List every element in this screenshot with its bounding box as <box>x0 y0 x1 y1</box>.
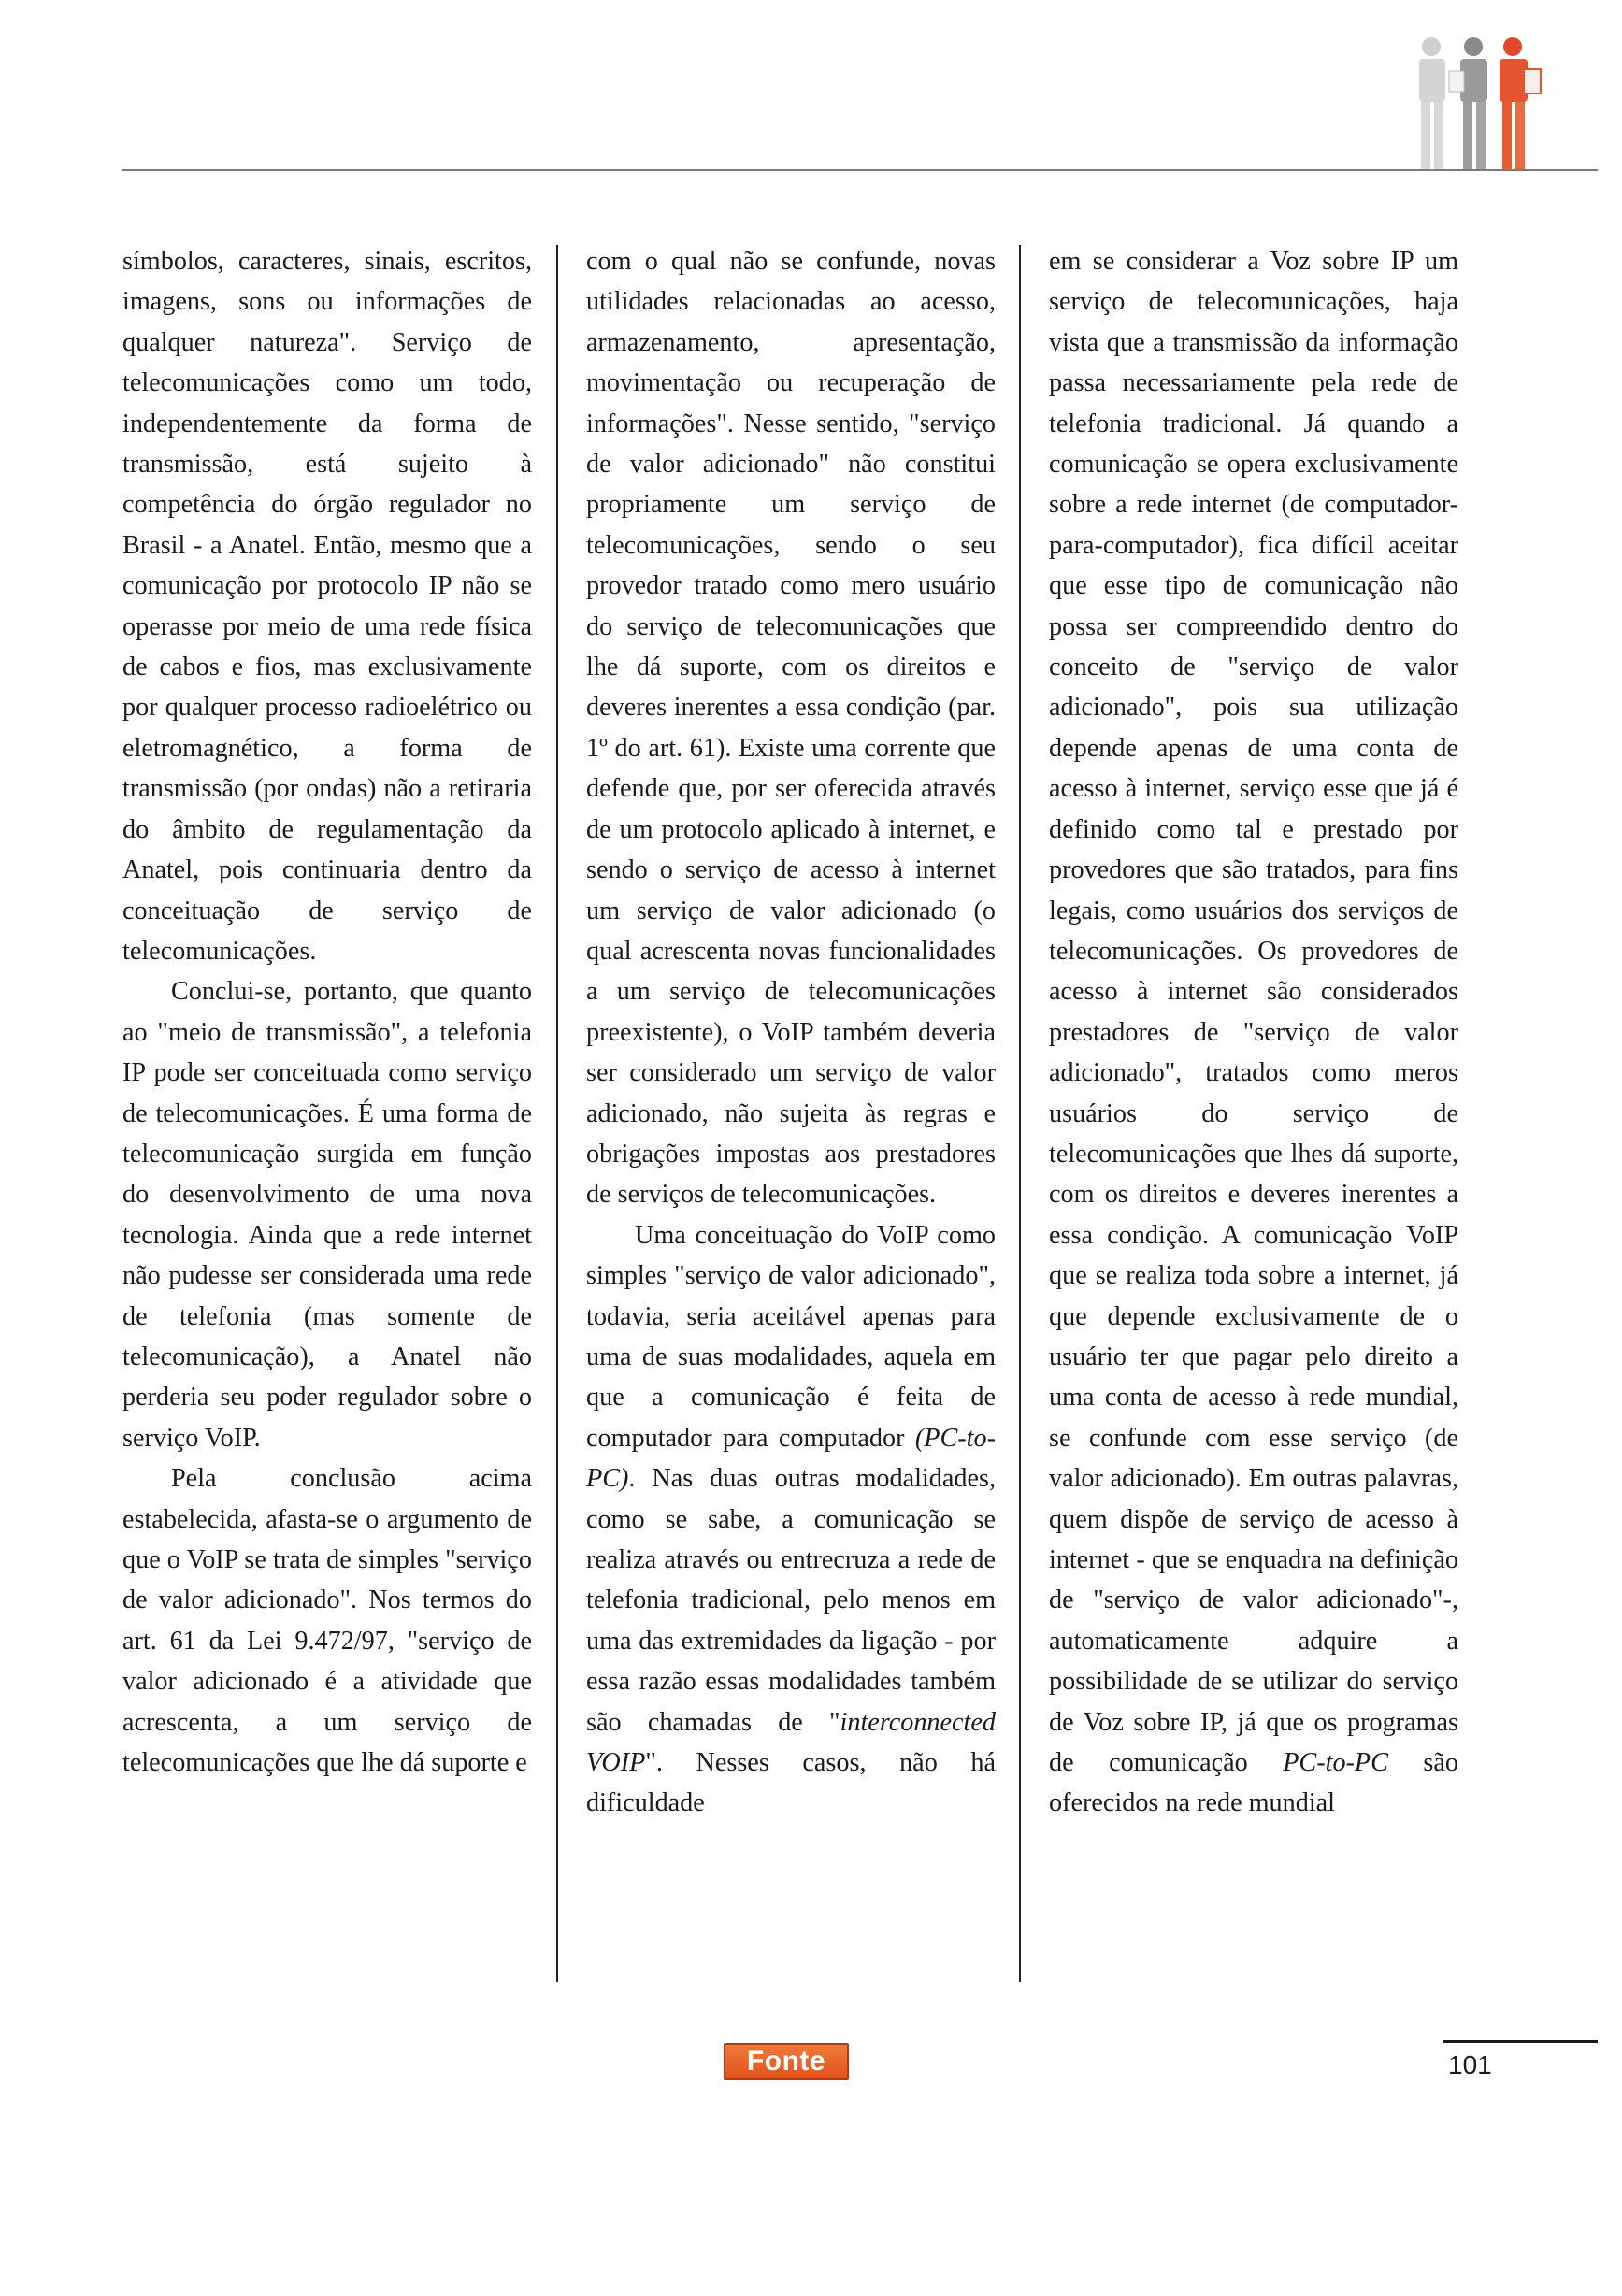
paragraph <box>122 241 532 971</box>
header-divider <box>122 169 1598 171</box>
text-run: com o qual não se confunde, novas utilidades relacionadas ao acesso, armazenamento, apresentação, movimentação ou recuperação de informações". Nesse sentido, "serviço de valor adicionado" não constitui propriamente um serviço de telecomunicações, sendo o seu provedor tratado como mero usuário do serviço de telecomunicações que lhe dá suporte, com os direitos e deveres inerentes a essa condição (par. 1º do art. 61). Existe uma corrente que defende que, por ser oferecida através de um protocolo aplicado à internet, e sendo o serviço de acesso à internet um serviço de valor adicionado (o qual acrescenta novas funcionalidades a um serviço de telecomunicações preexistente), o VoIP também deveria ser considerado um serviço de valor adicionado, não sujeita às regras e obrigações impostas aos prestadores de serviços de telecomunicações. <box>586 247 996 1210</box>
italic-text: interconnected VOIP <box>586 1707 996 1778</box>
text-run: em se considerar a Voz sobre IP um serviço de telecomunicações, haja vista que a transmissão da informação passa necessariamente pela rede de telefonia tradicional. Já quando a comunicação se opera exclusivamente sobre a rede internet (de computador-para-computador), fica difícil aceitar que esse tipo de comunicação não possa ser compreendido dentro do conceito de "serviço de valor adicionado", pois sua utilização depende apenas de uma conta de acesso à internet, serviço esse que já é definido como tal e prestado por provedores que são tratados, para fins legais, como usuários dos serviços de telecomunicações. Os provedores de acesso à internet são considerados prestadores de "serviço de valor adicionado", tratados como meros usuários do serviço de telecomunicações que lhes dá suporte, com os direitos e deveres inerentes a essa condição. A comunicação VoIP que se realiza toda sobre a internet, já que depende exclusivamente de o usuário ter que pagar pelo direito a uma conta de acesso à rede mundial, se confunde com esse serviço (de valor adicionado). Em outras palavras, quem dispõe de serviço de acesso à internet - que se enquadra na definição de "serviço de valor adicionado"-, automaticamente adquire a possibilidade de se utilizar do serviço de Voz sobre IP, já que os programas de comunicação <box>1049 247 1458 1778</box>
text-run: símbolos, caracteres, sinais, escritos, imagens, sons ou informações de qualquer natureza". Serviço de telecomunicações como um todo, independentemente da forma de transmissão, está sujeito à competência do órgão regulador no Brasil - a Anatel. Então, mesmo que a comunicação por protocolo IP não se operasse por meio de uma rede física de cabos e fios, mas exclusivamente por qualquer processo radioelétrico ou eletromagnético, a forma de transmissão (por ondas) não a retiraria do âmbito de regulamentação da Anatel, pois continuaria dentro da conceituação de serviço de telecomunicações. <box>122 247 532 966</box>
text-column-1 <box>122 241 532 1783</box>
text-run: ". Nesses casos, não há dificuldade <box>586 1748 996 1818</box>
brand-logo-text: Fonte <box>746 2045 826 2076</box>
text-run: Pela conclusão acima estabelecida, afasta-se o argumento de que o VoIP se trata de simples "serviço de valor adicionado". Nos termos do art. 61 da Lei 9.472/97, "serviço de valor adicionado é a atividade que acrescenta, a um serviço de telecomunicações que lhe dá suporte e <box>122 1464 532 1778</box>
paragraph <box>586 241 996 1215</box>
brand-logo <box>724 2043 849 2080</box>
text-run: Uma conceituação do VoIP como simples "serviço de valor adicionado", todavia, seria aceitável apenas para uma de suas modalidades, aquela em que a comunicação é feita de computador para computador <box>586 1220 996 1453</box>
paragraph <box>122 1458 532 1783</box>
text-column-3 <box>1049 241 1458 1824</box>
italic-text: PC-to-PC <box>1283 1748 1388 1778</box>
text-column-2 <box>586 241 996 1824</box>
column-divider <box>556 245 558 1982</box>
column-divider <box>1019 245 1021 1982</box>
footer-divider <box>1443 2040 1598 2043</box>
page-number: 101 <box>1448 2050 1492 2079</box>
italic-text: (PC-to-PC) <box>586 1423 996 1494</box>
paragraph <box>586 1215 996 1824</box>
paragraph <box>1049 241 1458 1824</box>
text-run: são oferecidos na rede mundial <box>1049 1748 1459 1818</box>
text-run: Conclui-se, portanto, que quanto ao "meio de transmissão", a telefonia IP pode ser conceituada como serviço de telecomunicações. É uma forma de telecomunicação surgida em função do desenvolvimento de uma nova tecnologia. Ainda que a rede internet não pudesse ser considerada uma rede de telefonia (mas somente de telecomunicação), a Anatel não perderia seu poder regulador sobre o serviço VoIP. <box>122 977 532 1453</box>
paragraph <box>122 971 532 1458</box>
text-run: . Nas duas outras modalidades, como se sabe, a comunicação se realiza através ou entrecruza a rede de telefonia tradicional, pelo menos em uma das extremidades da ligação - por essa razão essas modalidades também são chamadas de " <box>586 1464 996 1737</box>
three-people-figures-icon <box>1400 34 1550 172</box>
